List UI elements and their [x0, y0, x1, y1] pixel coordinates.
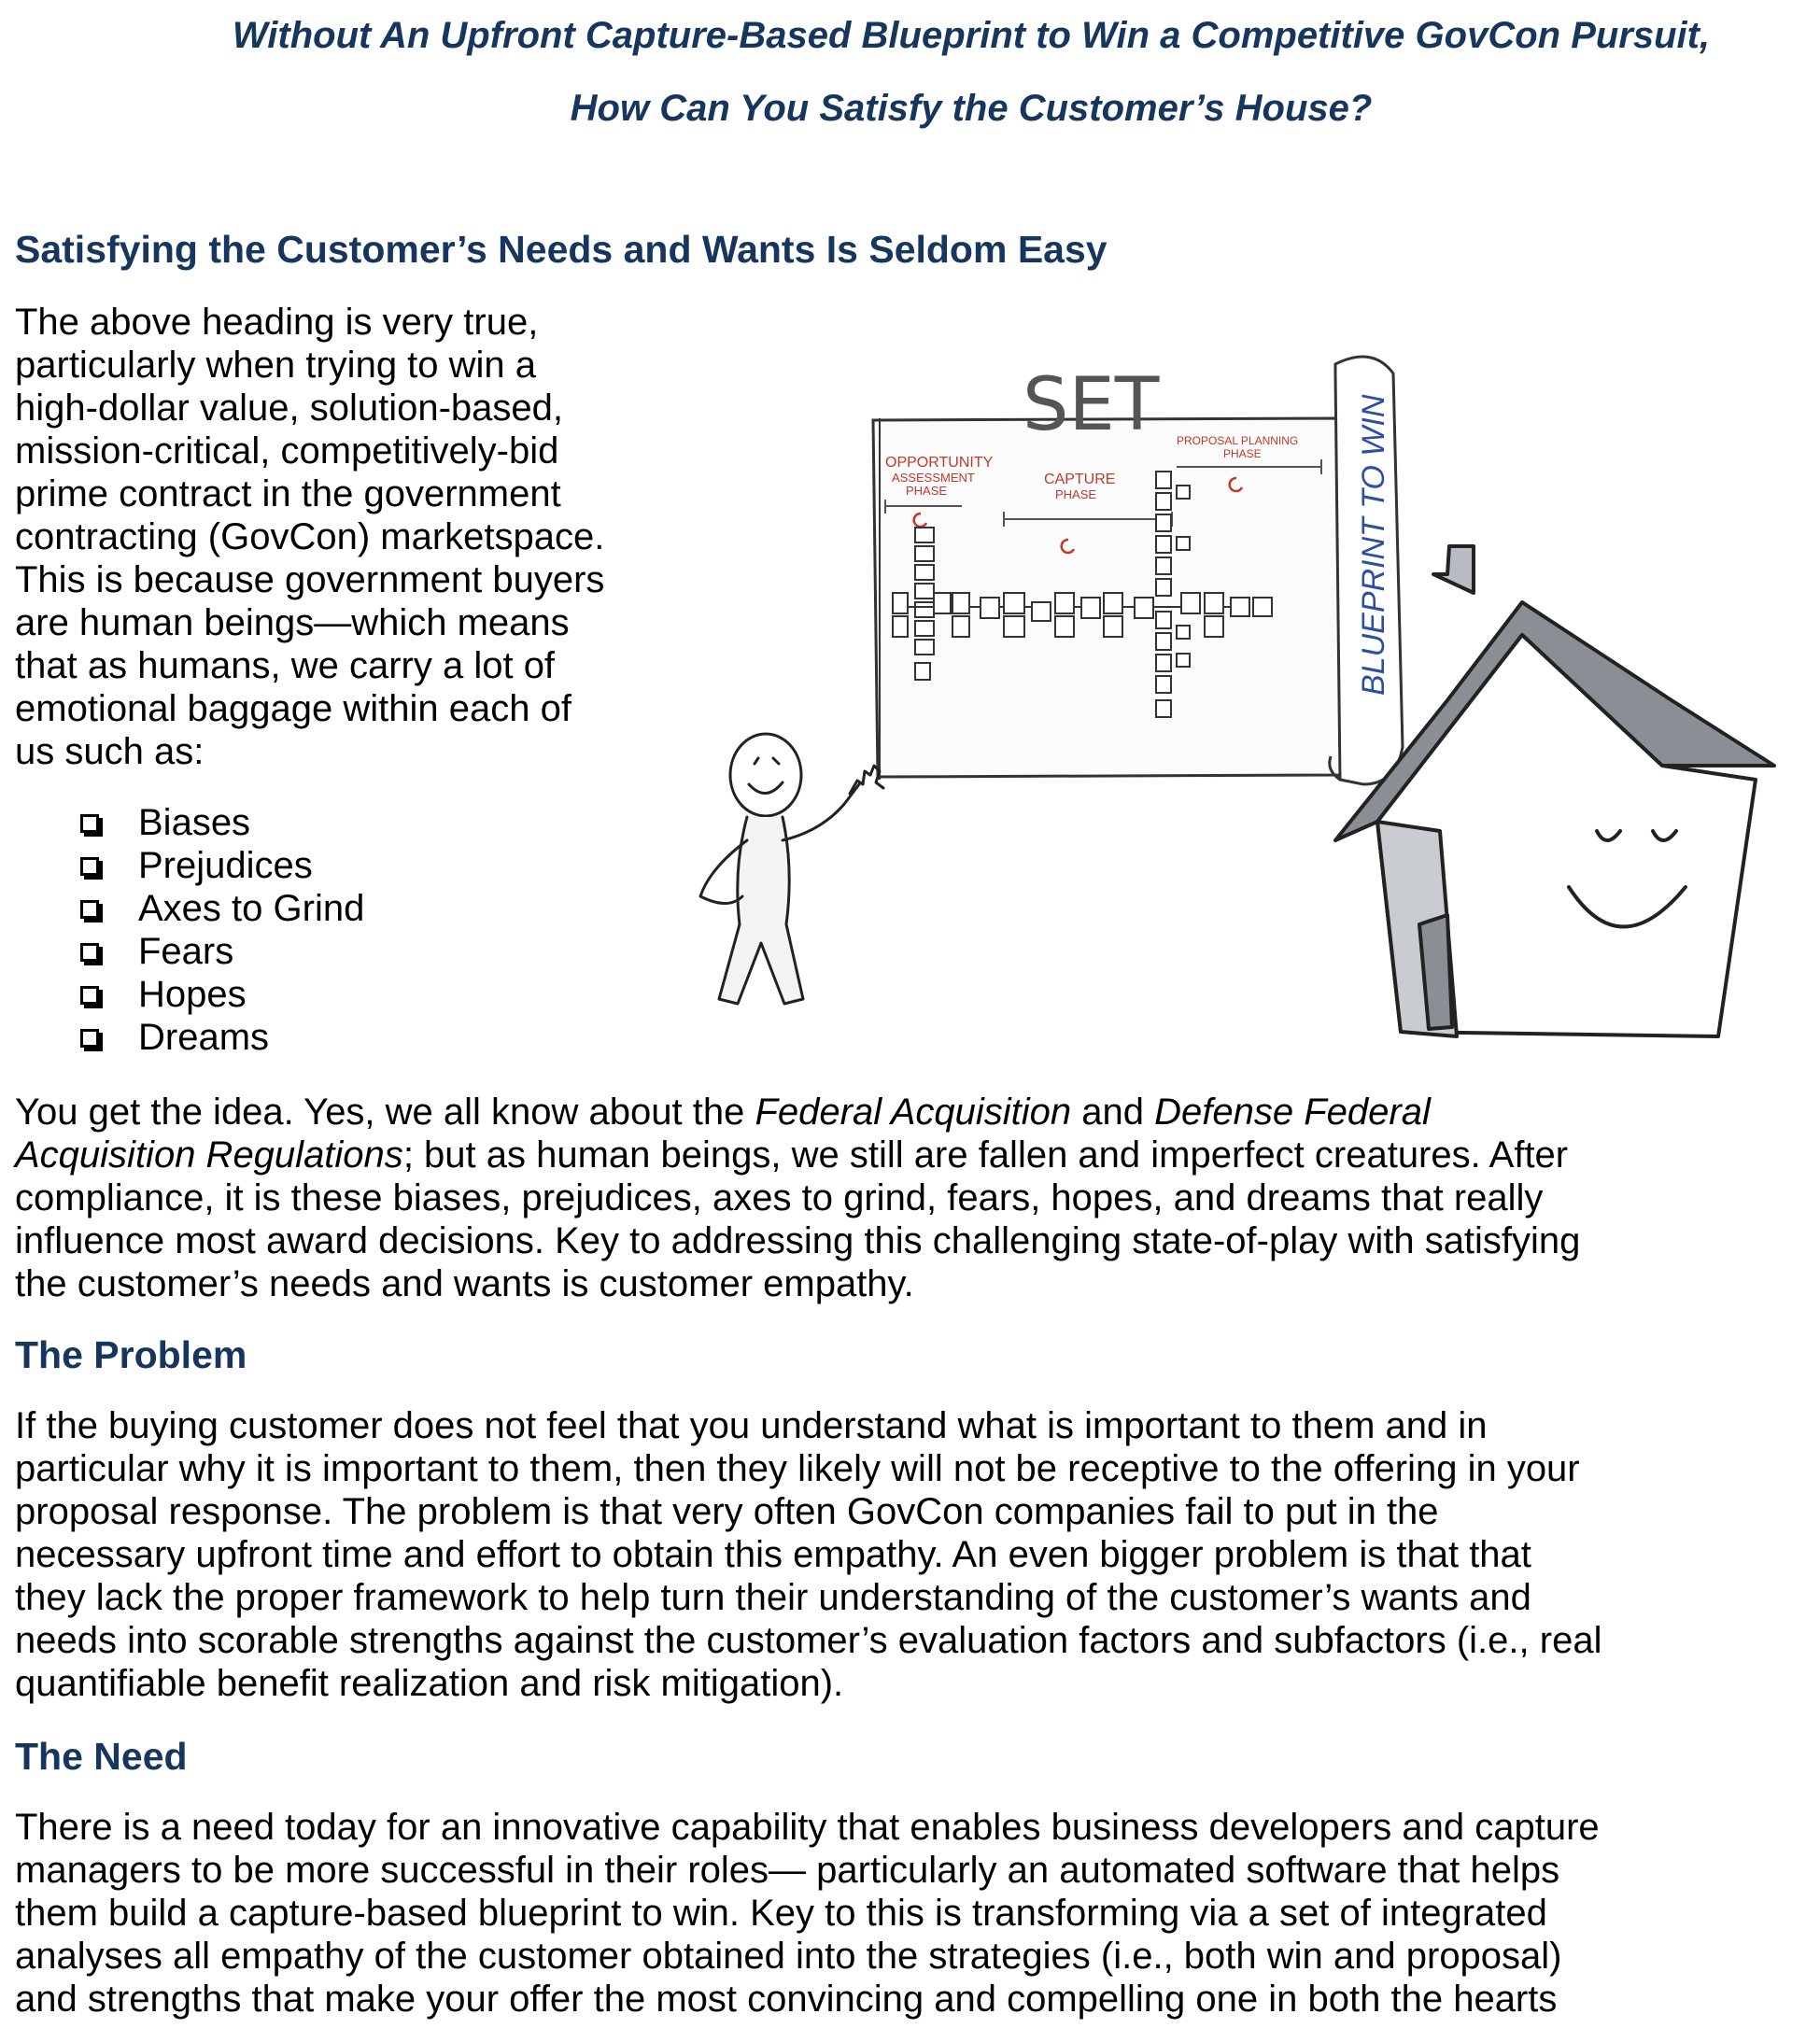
- section-heading-satisfying: Satisfying the Customer’s Needs and Wants Is Seldom Easy: [15, 228, 1108, 271]
- scroll-label: BLUEPRINT TO WIN: [1356, 394, 1391, 696]
- list-item: [80, 887, 364, 930]
- page-title-line-1: Without An Upfront Capture-Based Blueprint to Win a Competitive GovCon Pursuit,: [232, 15, 1711, 56]
- para-line: Acquisition Regulations; but as human beings, we still are fallen and imperfect creatures. After: [15, 1134, 1569, 1176]
- para-line: managers to be more successful in their roles— particularly an automated software that helps: [15, 1850, 1560, 1891]
- empathy-paragraph: [15, 1091, 1789, 1305]
- phase-opportunity-line-3: PHASE: [906, 484, 948, 498]
- para-line: influence most award decisions. Key to addressing this challenging state-of-play with satisfying: [15, 1220, 1581, 1261]
- para-line: particular why it is important to them, then they likely will not be receptive to the offering in your: [15, 1448, 1580, 1489]
- phase-opportunity-line-1: OPPORTUNITY: [885, 455, 994, 471]
- para-line: and strengths that make your offer the most convincing and compelling one in both the hearts: [15, 1979, 1558, 2020]
- para-line: compliance, it is these biases, prejudices, axes to grind, fears, hopes, and dreams that really: [15, 1177, 1544, 1218]
- phase-capture-line-1: CAPTURE: [1044, 472, 1116, 487]
- need-paragraph: [15, 1806, 1789, 2021]
- intro-line: high-dollar value, solution-based,: [15, 387, 564, 429]
- presenter-figure: [700, 734, 883, 1004]
- para-line: needs into scorable strengths against the customer’s evaluation factors and subfactors (i.e., real: [15, 1620, 1602, 1661]
- list-item: [80, 1016, 364, 1059]
- para-line: analyses all empathy of the customer obtained into the strategies (i.e., both win and proposal): [15, 1936, 1562, 1977]
- list-item-label: Hopes: [138, 974, 247, 1015]
- intro-line: mission-critical, competitively-bid: [15, 430, 559, 472]
- phase-opportunity-line-2: ASSESSMENT: [892, 471, 975, 485]
- list-item-label: Biases: [138, 802, 251, 843]
- para-line: You get the idea. Yes, we all know about the Federal Acquisition and Defense Federal: [15, 1091, 1431, 1133]
- list-item-label: Prejudices: [138, 845, 313, 886]
- intro-line: The above heading is very true,: [15, 302, 539, 343]
- set-label: SET: [1023, 363, 1160, 447]
- intro-line: prime contract in the government: [15, 473, 561, 514]
- intro-line: us such as:: [15, 731, 205, 772]
- para-line: There is a need today for an innovative capability that enables business developers and capture: [15, 1807, 1600, 1848]
- para-line: quantifiable benefit realization and risk mitigation).: [15, 1663, 844, 1704]
- list-item-label: Fears: [138, 931, 234, 972]
- checkbox-bullet-icon: [80, 900, 99, 919]
- intro-line: emotional baggage within each of: [15, 688, 571, 729]
- problem-paragraph: [15, 1404, 1789, 1705]
- list-item: [80, 930, 364, 973]
- intro-line: are human beings—which means: [15, 602, 570, 643]
- list-item-label: Dreams: [138, 1017, 270, 1058]
- intro-line: contracting (GovCon) marketspace.: [15, 516, 605, 557]
- para-line: proposal response. The problem is that very often GovCon companies fail to put in the: [15, 1491, 1439, 1532]
- intro-paragraph: [15, 301, 650, 773]
- phase-capture-line-2: PHASE: [1055, 487, 1097, 501]
- phase-proposal-line-2: PHASE: [1223, 447, 1262, 460]
- para-line: the customer’s needs and wants is customer empathy.: [15, 1263, 914, 1304]
- phase-proposal-line-1: PROPOSAL PLANNING: [1177, 434, 1299, 447]
- list-item: [80, 801, 364, 844]
- blueprint-illustration: [682, 345, 1784, 1046]
- list-item-label: Axes to Grind: [138, 888, 365, 929]
- para-line: they lack the proper framework to help turn their understanding of the customer’s wants and: [15, 1577, 1531, 1618]
- checkbox-bullet-icon: [80, 943, 99, 962]
- list-item: [80, 844, 364, 887]
- checkbox-bullet-icon: [80, 814, 99, 833]
- para-line: necessary upfront time and effort to obtain this empathy. An even bigger problem is that that: [15, 1534, 1531, 1575]
- intro-line: particularly when trying to win a: [15, 345, 537, 386]
- intro-line: that as humans, we carry a lot of: [15, 645, 556, 686]
- para-line: If the buying customer does not feel that you understand what is important to them and in: [15, 1405, 1488, 1446]
- checkbox-bullet-icon: [80, 1029, 99, 1048]
- page-title-line-2: How Can You Satisfy the Customer’s House?: [570, 88, 1373, 129]
- list-item: [80, 973, 364, 1016]
- para-line: them build a capture-based blueprint to win. Key to this is transforming via a set of integrated: [15, 1893, 1547, 1934]
- checkbox-bullet-icon: [80, 986, 99, 1005]
- checkbox-bullet-icon: [80, 857, 99, 876]
- emotional-baggage-list: [80, 801, 364, 1059]
- intro-line: This is because government buyers: [15, 559, 605, 600]
- section-heading-problem: The Problem: [15, 1333, 247, 1376]
- smiling-house-icon: [1335, 546, 1774, 1036]
- section-heading-need: The Need: [15, 1735, 188, 1778]
